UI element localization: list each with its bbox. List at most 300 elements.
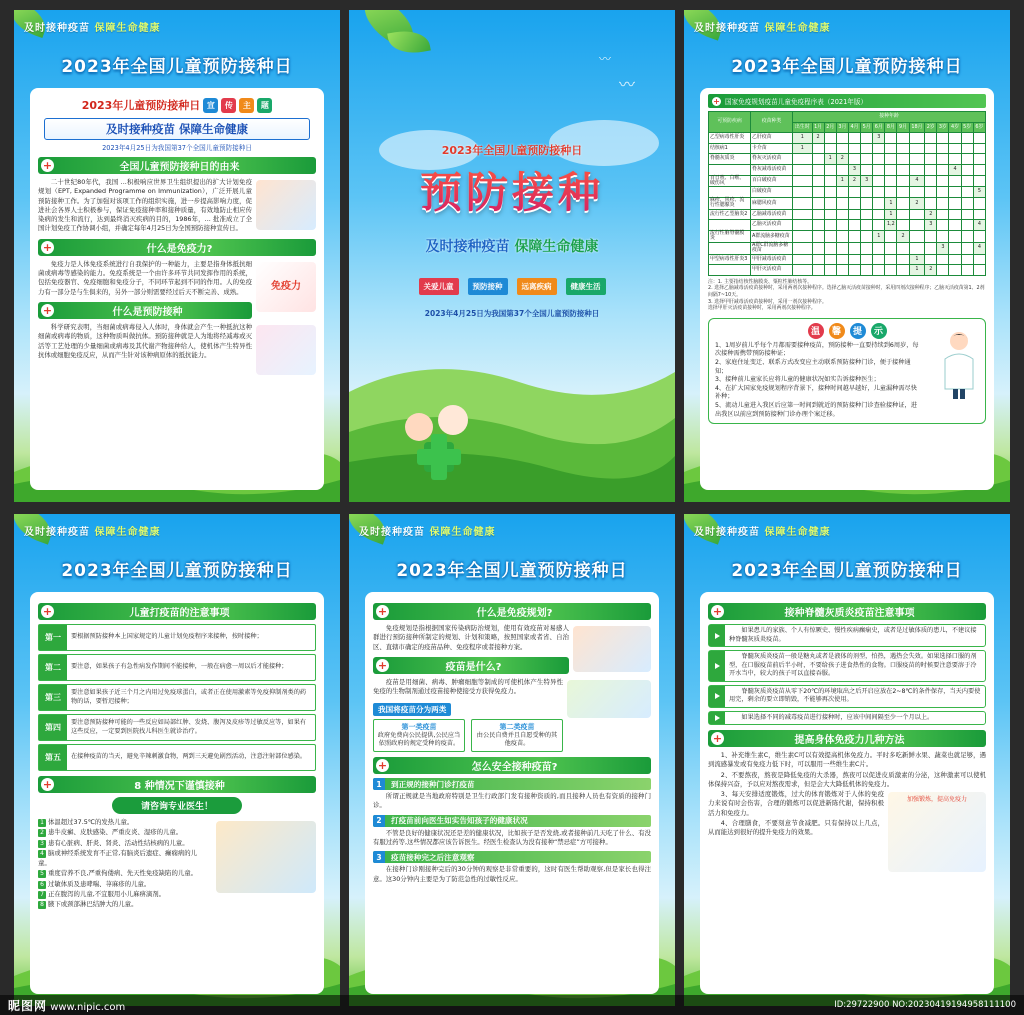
dose-cell	[897, 154, 909, 165]
dose-cell: 2	[909, 197, 925, 209]
dose-cell	[793, 220, 813, 231]
site-logo: 昵图网 www.nipic.com	[8, 998, 126, 1013]
dose-cell	[812, 197, 824, 209]
badge: 主	[239, 98, 254, 113]
disease-cell	[709, 164, 751, 175]
table-row	[709, 175, 986, 187]
plus-icon: +	[42, 159, 53, 172]
poster-title: 2023年全国儿童预防接种日	[731, 57, 963, 77]
age-header: 6岁	[973, 122, 985, 133]
top-slogan: 及时接种疫苗 保障生命健康	[694, 23, 831, 34]
dose-cell: 1,2	[885, 220, 897, 231]
dose-cell	[824, 197, 836, 209]
dose-cell	[937, 154, 949, 165]
dose-cell	[949, 133, 961, 144]
dose-cell	[836, 164, 848, 175]
section-header-vaccine: + 疫苗是什么?	[373, 657, 569, 674]
dose-cell	[836, 220, 848, 231]
step-header: 2 打疫苗前向医生如实告知孩子的健康状况	[373, 815, 651, 827]
table-row	[709, 197, 986, 209]
dose-cell	[861, 133, 873, 144]
content-card	[365, 592, 659, 994]
dose-cell	[961, 230, 973, 242]
dose-cell	[961, 164, 973, 175]
dose-cell	[848, 143, 860, 154]
dose-cell	[836, 265, 848, 276]
dose-cell	[949, 187, 961, 198]
step-header: 3 疫苗接种完之后注意观察	[373, 851, 651, 863]
dose-cell	[836, 254, 848, 265]
list-item: 3 患有心脏病、肝炎、肾炎、活动性结核病的儿童。	[38, 838, 205, 848]
vaccine-cell: 麻腮风疫苗	[751, 197, 793, 209]
dose-cell	[897, 197, 909, 209]
age-header: 3月	[836, 122, 848, 133]
table-row	[709, 265, 986, 276]
methods-text: 1、补充维生素C，维生素C可以有效提高机体免疫力。平时多吃新鲜水果、蔬菜也就足够，遇到流感暴发或有免疫力低下时，可以服用一些维生素C片。 2、不要熬夜，熬夜是降低免疫的大杀器，熬夜可以促进皮质激素的分泌，这种激素可以使机体保持兴奋，予以应对熬夜需求，但是会大大降低机体的免疫力。 加强锻炼，提高免疫力 3、每天安排适度锻炼，过大的体育锻炼对于人体的免疫力来说有时会伤害，合理的锻炼可以促进新陈代谢，保持积极活力和免疫力。 4、合理膳食，不要刻意节食减肥。只有保持以上几点，从而能达到很好的提升免疫力的效果。	[708, 751, 986, 838]
dose-cell	[848, 154, 860, 165]
dose-cell: 2	[925, 265, 937, 276]
dose-cell	[836, 242, 848, 254]
cover-subtitle: 2023年全国儿童预防接种日	[441, 144, 583, 157]
list-item: 脊髓灰质炎疫苗从零下20℃的环境取出之后开启应放在2~8℃的条件保存，当天内要使用完，剩余的要立即销毁，不能够再次使用。	[708, 685, 986, 708]
dose-cell	[949, 254, 961, 265]
dose-cell	[949, 242, 961, 254]
step-text: 不管是良好的健康状况还是差的健康状况，比如孩子是否发烧,或者接种前几天吃了什么、有没有服过药等,这些情况都应该告诉医生。经医生检查认为没有接种“禁忌症”方可接种。	[373, 828, 651, 846]
dose-cell	[949, 154, 961, 165]
dose-cell	[897, 175, 909, 187]
vaccine-cell: 脊灰减毒活疫苗	[751, 164, 793, 175]
dose-cell	[949, 220, 961, 231]
dose-cell	[937, 175, 949, 187]
dose-cell	[873, 254, 885, 265]
dose-cell	[824, 133, 836, 144]
section-header-polio: + 接种脊髓灰质炎疫苗注意事项	[708, 603, 986, 620]
dose-cell	[873, 154, 885, 165]
dose-cell: 4	[909, 175, 925, 187]
section-header-safety: + 怎么安全接种疫苗?	[373, 757, 651, 774]
column-header: 可预防疾病	[709, 112, 751, 133]
dose-cell	[793, 197, 813, 209]
list-item: 6 过敏体质及患哮喘、荨麻疹的儿童。	[38, 879, 205, 889]
table-row	[709, 242, 986, 254]
dose-cell	[812, 209, 824, 220]
bird-icon: 〰	[599, 52, 612, 66]
date-line: 2023年4月25日为我国第37个全国儿童预防接种日	[102, 144, 252, 152]
step-text: 在接种门诊刚接种完后的30分钟的观察是非常重要的，这时有医生帮助观察,但是家长也得注意。这30分钟内主要是为了防范急性的过敏性反应。	[373, 865, 651, 883]
dose-cell	[885, 133, 897, 144]
list-item: 第四 要注意预防接种可能的一些反应如局部红肿、发烧、腹泻及皮疹等过敏反应等，如果有这些反应，一定要到医院找儿科医生就诊治疗。	[38, 714, 316, 741]
poster-title: 2023年全国儿童预防接种日	[731, 561, 963, 581]
dose-cell	[836, 197, 848, 209]
dose-cell	[812, 143, 824, 154]
dose-cell: 1	[885, 197, 897, 209]
dose-cell	[793, 175, 813, 187]
dose-cell	[925, 230, 937, 242]
dose-cell	[848, 230, 860, 242]
poster-title: 2023年全国儿童预防接种日	[396, 561, 628, 581]
dose-cell	[973, 154, 985, 165]
dose-cell	[812, 175, 824, 187]
dose-cell	[885, 187, 897, 198]
dose-cell: 2	[925, 209, 937, 220]
top-slogan: 及时接种疫苗 保障生命健康	[359, 527, 496, 538]
section-header-methods: + 提高身体免疫力几种方法	[708, 730, 986, 747]
dose-cell	[925, 254, 937, 265]
age-header: 1月	[812, 122, 824, 133]
section-header-vaccination: + 什么是预防接种	[38, 302, 252, 319]
doctor-family-illustration	[573, 626, 651, 672]
age-header: 2月	[824, 122, 836, 133]
dose-cell: 1	[909, 254, 925, 265]
dose-cell	[824, 209, 836, 220]
table-row	[709, 133, 986, 144]
dose-cell	[937, 133, 949, 144]
dose-cell: 5	[973, 187, 985, 198]
top-slogan: 及时接种疫苗 保障生命健康	[24, 23, 161, 34]
image-id: ID:29722900 NO:20230419194958111100	[834, 1000, 1016, 1010]
dose-cell: 3	[937, 242, 949, 254]
vaccine-type-2: 第二类疫苗 由公民自费并且自愿受种的其他疫苗。	[471, 719, 563, 752]
dose-cell	[949, 197, 961, 209]
vaccine-cell: 乙脑灭活疫苗	[751, 220, 793, 231]
section-header-program: + 什么是免疫规划?	[373, 603, 651, 620]
dose-cell	[897, 220, 909, 231]
column-header: 接种年龄	[793, 112, 986, 123]
dose-cell	[925, 154, 937, 165]
disease-cell	[709, 265, 751, 276]
dose-cell: 3	[925, 220, 937, 231]
dose-cell: 1	[873, 230, 885, 242]
dose-cell	[824, 265, 836, 276]
dose-cell	[973, 175, 985, 187]
dose-cell: 1	[824, 154, 836, 165]
cover-tags	[349, 278, 675, 295]
dose-cell	[897, 209, 909, 220]
top-slogan: 及时接种疫苗 保障生命健康	[694, 527, 831, 538]
vaccine-cell: 卡介苗	[751, 143, 793, 154]
dose-cell	[925, 175, 937, 187]
headline-row	[38, 97, 316, 113]
dose-cell	[909, 230, 925, 242]
section-header-origin: + 全国儿童预防接种日的由来	[38, 157, 316, 174]
dose-cell	[873, 242, 885, 254]
disease-cell: 百日咳、白喉、破伤风	[709, 175, 751, 187]
dose-cell: 1	[836, 175, 848, 187]
disease-cell: 流行性乙型脑炎2	[709, 209, 751, 220]
dose-cell	[812, 164, 824, 175]
dose-cell	[973, 133, 985, 144]
poster-polio	[684, 514, 1010, 1006]
dose-cell	[861, 143, 873, 154]
dose-cell	[873, 143, 885, 154]
dose-cell	[897, 187, 909, 198]
dose-cell: 2	[848, 175, 860, 187]
immunity-illustration: 免疫力	[256, 262, 316, 312]
table-row	[709, 254, 986, 265]
dose-cell: 3	[861, 175, 873, 187]
table-row	[709, 209, 986, 220]
age-header: 4岁	[949, 122, 961, 133]
poster-title: 2023年全国儿童预防接种日	[61, 561, 293, 581]
plus-icon: +	[42, 240, 53, 254]
dose-cell	[961, 254, 973, 265]
dose-cell	[812, 154, 824, 165]
nurse-syringe-illustration	[256, 325, 316, 375]
tips-list: 1、1周岁前儿乎每个月都需要接种疫苗，预防接种一直要持续到6周岁，每次接种需携带预防接种证； 2、家庭住址变迁、联系方式改变应主动联系预防接种门诊，便于接种通知； 3、接种前儿童家长应将儿童的健康状况如实告诉接种医生； 4、在扩大国家免疫规划程序背景下，接种时间越早越好，儿童漏种需尽快补种； 5、流动儿童进入我区后应第一时间到就近的预防接种门诊查验接种证，进出我区以前应到预防接种门诊办理个案迁移。	[715, 341, 919, 418]
dose-cell	[961, 220, 973, 231]
dose-cell	[961, 242, 973, 254]
dose-cell	[793, 265, 813, 276]
dose-cell	[961, 265, 973, 276]
table-row	[709, 164, 986, 175]
dose-cell	[861, 154, 873, 165]
dose-cell	[812, 254, 824, 265]
vaccine-types	[373, 719, 563, 752]
section-text: 免疫力 免疫力是人体免疫系统进行自我保护的一种能力，主要是指身体抵抗细菌或病毒等感染的能力。免疫系统是一个由许多环节共同发挥作用的系统，包括免疫器官、免疫细胞和免疫分子，不同环节起到不同的作用。人的免疫力有一部分是与生俱来的，另外一部分则需要经过后天不断完善、成熟。	[38, 260, 316, 297]
dose-cell	[885, 265, 897, 276]
step-header: 1 到正规的接种门诊打疫苗	[373, 778, 651, 790]
disease-cell	[709, 220, 751, 231]
dose-cell	[848, 242, 860, 254]
plus-icon: +	[42, 605, 53, 618]
dose-cell: 4	[973, 220, 985, 231]
dose-cell	[949, 143, 961, 154]
dose-cell	[861, 265, 873, 276]
dose-cell	[885, 175, 897, 187]
tag: 预防接种	[468, 278, 508, 295]
dose-cell	[885, 164, 897, 175]
badge: 题	[257, 98, 272, 113]
dose-cell	[897, 242, 909, 254]
dose-cell	[909, 133, 925, 144]
dose-cell: 4	[949, 164, 961, 175]
dose-cell	[793, 164, 813, 175]
dose-cell	[925, 164, 937, 175]
dose-cell: 4	[973, 242, 985, 254]
dose-cell	[925, 242, 937, 254]
section-header-precautions: + 儿童打疫苗的注意事项	[38, 603, 316, 620]
dose-cell	[793, 154, 813, 165]
dose-cell	[909, 154, 925, 165]
plus-icon: +	[377, 759, 388, 773]
list-item: 第一 要根据预防接种本上国家规定的儿童计划免疫程序来接种，按时接种；	[38, 624, 316, 651]
dose-cell: 1	[793, 133, 813, 144]
doctor-consult-illustration	[216, 821, 316, 893]
watermark-bar	[0, 995, 1024, 1015]
exercise-illustration: 加强锻炼，提高免疫力	[888, 792, 986, 872]
dose-cell	[909, 143, 925, 154]
table-notes: 注：1. 主要指结核性脑膜炎、粟粒性肺结核等。 2. 选择乙脑减毒活疫苗接种时，采用两剂次接种程序。选择乙脑灭活疫苗接种时，采用四剂次接种程序；乙脑灭活疫苗第1、2剂间隔7~10天。 3. 选择甲肝减毒活疫苗接种时，采用一剂次接种程序。 选择甲肝灭活疫苗接种时，采用两剂次接种程序。	[708, 278, 985, 312]
dose-cell	[897, 254, 909, 265]
green-hills	[349, 322, 675, 502]
table-title: + 国家免疫规划疫苗儿童免疫程序表（2021年版）	[708, 94, 986, 108]
dose-cell	[925, 187, 937, 198]
dose-cell	[873, 187, 885, 198]
dose-cell	[961, 143, 973, 154]
dose-cell	[961, 154, 973, 165]
age-header: 出生时	[793, 122, 813, 133]
dose-cell	[824, 164, 836, 175]
dose-cell	[873, 164, 885, 175]
badge: 宣	[203, 98, 218, 113]
dose-cell	[937, 143, 949, 154]
dose-cell	[937, 164, 949, 175]
poster-precautions	[14, 514, 340, 1006]
dose-cell	[824, 254, 836, 265]
dose-cell	[885, 242, 897, 254]
section-header-immunity: + 什么是免疫力?	[38, 239, 316, 256]
dose-cell	[812, 265, 824, 276]
list-item: 第二 要注意，如果孩子有急性病发作期间不能接种，一般在病愈一周以后才能接种；	[38, 654, 316, 681]
dose-cell	[909, 209, 925, 220]
dose-cell	[873, 175, 885, 187]
list-item: 1 体温超过37.5℃的发热儿童。	[38, 817, 205, 827]
plus-icon: +	[377, 605, 388, 618]
age-header: 3岁	[937, 122, 949, 133]
age-header: 6月	[873, 122, 885, 133]
vaccine-cell: 脊灰灭活疫苗	[751, 154, 793, 165]
dose-cell	[873, 209, 885, 220]
age-header: 8月	[885, 122, 897, 133]
table-row	[709, 154, 986, 165]
cover-slogan: 及时接种疫苗 保障生命健康	[425, 239, 599, 255]
dose-cell	[961, 187, 973, 198]
dose-cell: 2	[812, 133, 824, 144]
list-item: 4 脑或神经系统发育不正常,有脑炎后遗症、癫痫病的儿童。	[38, 848, 198, 868]
dose-cell: 1	[909, 265, 925, 276]
disease-cell: 乙型病毒性肝炎	[709, 133, 751, 144]
dose-cell	[848, 197, 860, 209]
section-text: 科学研究表明，当细菌或病毒侵入人体时，身体就会产生一种抵抗这种细菌或病毒的物质，这种物质叫做抗体。预防接种就是人为地将经减毒或灭活等工艺处理的少量细菌或病毒及其代谢产物接种给人，使机体产生特异性抗体或细胞免疫反应，从而产生针对该种病原体的抵抗能力。	[38, 323, 316, 360]
list-item: 第五 在接种疫苗的当天，避免辛辣刺激食物，两到三天避免剧烈活动，注意注射部位感染。	[38, 744, 316, 771]
plus-icon: +	[712, 605, 723, 618]
content-card	[30, 88, 324, 490]
table-row	[709, 220, 986, 231]
disease-cell: 麻疹、风疹、流行性腮腺炎	[709, 197, 751, 209]
vaccine-cell: A群C群流脑多糖疫苗	[751, 242, 793, 254]
content-card	[700, 88, 994, 490]
dose-cell	[812, 187, 824, 198]
theme-banner: 及时接种疫苗 保障生命健康	[44, 118, 310, 140]
plus-icon: +	[713, 96, 720, 106]
dose-cell	[861, 254, 873, 265]
poster-origin	[14, 10, 340, 502]
dose-cell	[861, 164, 873, 175]
dose-cell: 2	[836, 154, 848, 165]
tag: 远离疾病	[517, 278, 557, 295]
vaccine-cell: 乙肝疫苗	[751, 133, 793, 144]
badge: 传	[221, 98, 236, 113]
dose-cell	[793, 209, 813, 220]
dose-cell	[909, 187, 925, 198]
disease-cell: 甲型病毒性肝炎3	[709, 254, 751, 265]
list-item: 5 重度营养不良,严重佝偻病、先天性免疫缺陷的儿童。	[38, 868, 205, 878]
list-item: 2 患牛皮癣、皮肤感染、严重皮炎、湿疹的儿童。	[38, 827, 205, 837]
dose-cell	[861, 197, 873, 209]
dose-cell	[937, 220, 949, 231]
doctor-illustration	[939, 329, 979, 399]
vaccine-cell: 白破疫苗	[751, 187, 793, 198]
dose-cell	[949, 230, 961, 242]
dose-cell	[824, 242, 836, 254]
dose-cell: 1	[885, 209, 897, 220]
dose-cell	[793, 187, 813, 198]
headline: 2023年儿童预防接种日	[81, 99, 201, 112]
dose-cell	[885, 254, 897, 265]
list-item: 第三 要注意如果孩子近三个月之内用过免疫球蛋白，或者正在使用激素等免疫抑制剂类的药物的话，要暂迟接种；	[38, 684, 316, 711]
list-item: 如果患儿的家族、个人有惊厥史、慢性疾病癫痫史，或者是过敏体质的患儿，不建议接种脊髓灰质炎疫苗。	[708, 624, 986, 647]
dose-cell	[824, 143, 836, 154]
dose-cell	[848, 133, 860, 144]
dose-cell	[873, 197, 885, 209]
vaccine-type-1: 第一类疫苗 政府免费向公民提供,公民应当依照政府的规定受种的疫苗。	[373, 719, 465, 752]
list-item: 如果选择不同的减毒疫苗进行接种时，应该中间间隔至少一个月以上。	[708, 711, 986, 726]
dose-cell	[949, 175, 961, 187]
plus-icon: +	[712, 732, 723, 745]
dose-cell	[897, 164, 909, 175]
dose-cell	[949, 209, 961, 220]
children-illustration	[567, 680, 651, 718]
arrow-icon	[709, 712, 725, 725]
dose-cell	[885, 230, 897, 242]
caution-list	[38, 817, 205, 910]
table-row	[709, 143, 986, 154]
section-text: 疫苗是用细菌、病毒、肿瘤细胞等制成的可使机体产生特异性免疫的生物制剂通过疫苗接种使接受方获得免疫力。	[373, 678, 651, 697]
dose-cell	[937, 197, 949, 209]
dose-cell	[973, 143, 985, 154]
dose-cell: 1	[793, 143, 813, 154]
dose-cell	[897, 265, 909, 276]
immunization-table	[708, 111, 986, 276]
vaccine-cell: 甲肝灭活疫苗	[751, 265, 793, 276]
cover-main-title: 预防接种	[349, 160, 675, 220]
poster-vaccines	[349, 514, 675, 1006]
disease-cell: 脊髓灰质炎	[709, 154, 751, 165]
dose-cell	[909, 220, 925, 231]
dose-cell	[861, 230, 873, 242]
dose-cell: 2	[897, 230, 909, 242]
tips-box	[708, 318, 986, 424]
dose-cell	[836, 133, 848, 144]
dose-cell	[812, 230, 824, 242]
plus-icon: +	[42, 778, 53, 791]
tag: 关爱儿童	[419, 278, 459, 295]
cover-date: 2023年4月25日为我国第37个全国儿童预防接种日	[424, 309, 600, 318]
tag: 健康生活	[566, 278, 606, 295]
bird-icon: 〰	[619, 75, 636, 94]
disease-cell	[709, 187, 751, 198]
table-row	[709, 230, 986, 242]
dose-cell	[793, 230, 813, 242]
plus-icon: +	[42, 303, 53, 317]
dose-cell	[848, 254, 860, 265]
dose-cell	[836, 209, 848, 220]
column-header: 疫苗种类	[751, 112, 793, 133]
dose-cell: 3	[873, 133, 885, 144]
vaccine-cell: 甲肝减毒活疫苗	[751, 254, 793, 265]
list-item: 7 正在腹泻的儿童,不宜服用小儿麻痹滴剂。	[38, 889, 205, 899]
dose-cell	[961, 175, 973, 187]
dose-cell	[897, 143, 909, 154]
dose-cell	[961, 209, 973, 220]
consult-doctor-banner: 请咨询专业医生！	[112, 797, 242, 814]
arrow-icon	[709, 686, 725, 707]
vaccine-cell: 百白破疫苗	[751, 175, 793, 187]
dose-cell	[949, 265, 961, 276]
dose-cell	[861, 242, 873, 254]
dose-cell	[873, 265, 885, 276]
plus-icon: +	[377, 658, 388, 672]
